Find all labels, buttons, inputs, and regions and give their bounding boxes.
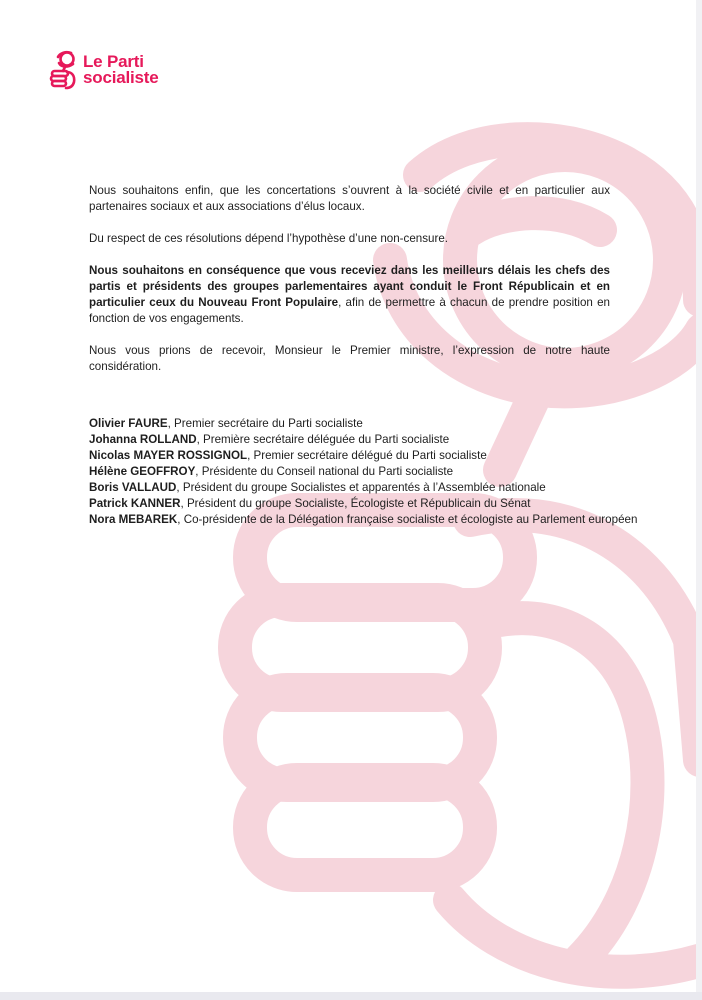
signatory-title: , Présidente du Conseil national du Parti socialiste bbox=[195, 465, 454, 478]
signatory-title: , Président du groupe Socialistes et apparentés à l’Assemblée nationale bbox=[176, 481, 546, 494]
signatory bbox=[89, 464, 649, 480]
signatory-name: Nicolas MAYER ROSSIGNOL bbox=[89, 449, 248, 462]
signatories-list bbox=[89, 416, 649, 528]
letter-body bbox=[89, 183, 610, 391]
signatory bbox=[89, 416, 649, 432]
signatory bbox=[89, 496, 649, 512]
signatory-title: , Co-présidente de la Délégation française socialiste et écologiste au Parlement européen bbox=[177, 513, 638, 526]
signatory-title: , Premier secrétaire du Parti socialiste bbox=[167, 417, 363, 430]
paragraph-consultations: Nous souhaitons enfin, que les concertations s’ouvrent à la société civile et en particulier aux partenaires sociaux et aux associations d’élus locaux. bbox=[89, 184, 610, 213]
paragraph-request bbox=[89, 263, 610, 327]
signatory-name: Patrick KANNER bbox=[89, 497, 181, 510]
page-edge-bottom bbox=[0, 992, 702, 1000]
signatory-title: , Président du groupe Socialiste, Écologiste et Républicain du Sénat bbox=[180, 497, 531, 510]
signatory-name: Hélène GEOFFROY bbox=[89, 465, 196, 478]
party-logo bbox=[47, 50, 159, 90]
paragraph-request-bold: Nous souhaitons en conséquence que vous receviez dans les meilleurs délais les chefs des partis et présidents des groupes parlementaires ayant conduit le Front Républicain et en particulier ceux du Nouveau Front Populaire bbox=[89, 264, 610, 309]
signatory-name: Olivier FAURE bbox=[89, 417, 168, 430]
logo-line-1: Le Parti bbox=[83, 52, 144, 71]
signatory-name: Johanna ROLLAND bbox=[89, 433, 197, 446]
signatory-title: , Premier secrétaire délégué du Parti socialiste bbox=[247, 449, 487, 462]
signatory-title: , Première secrétaire déléguée du Parti socialiste bbox=[196, 433, 450, 446]
signatory-name: Nora MEBAREK bbox=[89, 513, 178, 526]
page-edge-right bbox=[696, 0, 702, 1000]
paragraph-closing: Nous vous prions de recevoir, Monsieur le Premier ministre, l’expression de notre haute considération. bbox=[89, 344, 610, 373]
signatory bbox=[89, 512, 649, 528]
signatory bbox=[89, 432, 649, 448]
rose-fist-logo-icon bbox=[47, 50, 79, 90]
logo-line-2: socialiste bbox=[83, 68, 159, 87]
signatory-name: Boris VALLAUD bbox=[89, 481, 177, 494]
signatory bbox=[89, 480, 649, 496]
paragraph-request-rest: , afin de permettre à chacun de prendre position en fonction de vos engagements. bbox=[89, 296, 610, 325]
paragraph-non-censure: Du respect de ces résolutions dépend l’hypothèse d’une non-censure. bbox=[89, 232, 448, 245]
signatory bbox=[89, 448, 649, 464]
